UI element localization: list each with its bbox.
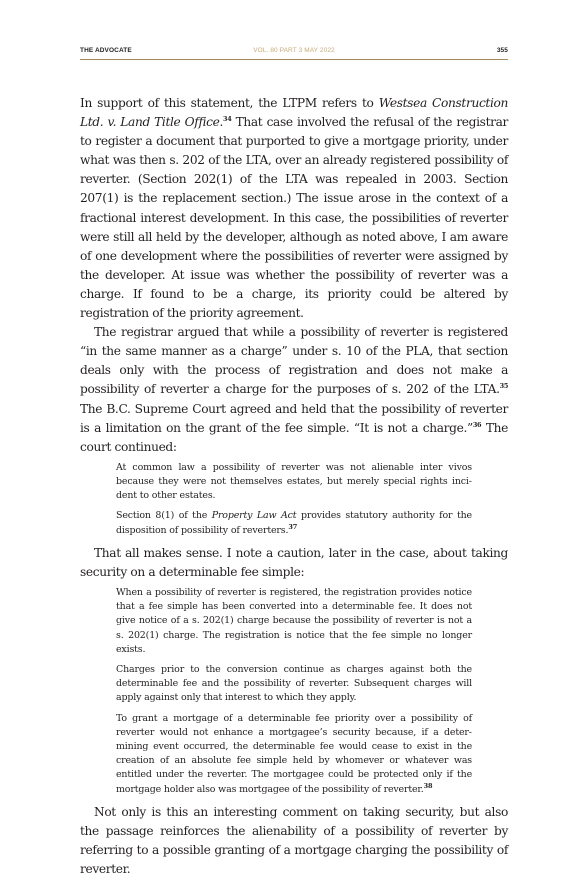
- statute-name: Property Law Act: [211, 510, 297, 522]
- block-quote-1: [116, 461, 472, 538]
- paragraph-2-continuation: The B.C. Supreme Court agreed and held that the possibility of reverter is a limitation on the grant of the fee simple. “It is not a charge.”: [80, 401, 508, 435]
- quote-1-paragraph-1: At common law a possibility of reverter was not alienable inter vivos because they were not themselves estates, but merely special rights incident to other estates.: [116, 461, 472, 502]
- quote-1-text-end: provides statutory authority for the disposition of possibility of reverters.: [116, 510, 472, 536]
- paragraph-2-end: The court continued:: [80, 420, 508, 454]
- footnote-ref-38: 38: [423, 781, 433, 790]
- header-rule: [80, 59, 508, 60]
- quote-2-paragraph-2: Charges prior to the conversion continue as charges against both the determinable fee and the possibility of reverter. Subsequent charges will apply against only that interest to which they apply.: [116, 664, 472, 704]
- journal-title: THE ADVOCATE: [80, 47, 132, 54]
- block-quote-2: [116, 586, 472, 797]
- article-body: [80, 94, 508, 879]
- volume-info: VOL. 80 PART 3 MAY 2022: [253, 47, 335, 54]
- paragraph-1-period: .: [219, 115, 224, 130]
- footnote-ref-34: 34: [223, 115, 232, 124]
- quote-2-paragraph-3: [116, 712, 472, 797]
- quote-2-paragraph-1: When a possibility of reverter is registered, the registration provides notice that a fee simple has been converted into a determinable fee. It does not give notice of a s. 202(1) charge because the possibility of reverter is not a s. 202(1) charge. The registration is notice that the fee simple no longer exists.: [116, 586, 472, 655]
- paragraph-1: [80, 94, 508, 323]
- quote-1-paragraph-2: [116, 509, 472, 537]
- quote-2-text: To grant a mortgage of a determinable fee priority over a possibility of reverter would not enhance a mortgagee’s security because, if a determining event occurred, the determinable fee would cease to exist in the creation of an absolute fee simple held by whomever or whatever was entitled under the reverter. The mortgagee could be protected only if the mortgage holder also was mortgagee of the possibility of reverter.: [116, 712, 472, 795]
- footnote-ref-37: 37: [288, 522, 298, 531]
- footnote-ref-36: 36: [472, 420, 482, 429]
- case-citation: Westsea Construction Ltd. v. Land Title Office: [80, 96, 508, 130]
- paragraph-4: Not only is this an interesting comment on taking security, but also the passage reinforces the alienability of a possibility of reverter by referring to a possible granting of a mortgage charging the possibility of reverter.: [80, 804, 508, 877]
- quote-1-text: Section 8(1) of the: [116, 510, 212, 522]
- paragraph-2-text: The registrar argued that while a possibility of reverter is registered “in the same manner as a charge” under s. 10 of the PLA, that section deals only with the process of registration and does not make a possibility of reverter a charge for the purposes of s. 202 of the LTA.: [80, 325, 508, 397]
- page-number: 355: [496, 47, 508, 54]
- footnote-ref-35: 35: [499, 382, 508, 391]
- paragraph-3: That all makes sense. I note a caution, later in the case, about taking security on a determinable fee simple:: [80, 545, 508, 579]
- paragraph-1-continuation: That case involved the refusal of the registrar to register a document that purported to give a mortgage priority, under what was then s. 202 of the LTA, over an already registered possibility of reverter. (Section 202(1) of the LTA was repealed in 2003. Section 207(1) is the replacement section.) The issue arose in the context of a fractional interest development. In this case, the possibilities of reverter were still all held by the developer, although as noted above, I am aware of one development where the possibilities of reverter were assigned by the developer. At issue was whether the possibility of reverter was a charge. If found to be a charge, its priority could be altered by registration of the priority agreement.: [80, 115, 508, 321]
- paragraph-1-text: In support of this statement, the LTPM refers to: [80, 96, 379, 110]
- paragraph-2: [80, 323, 508, 457]
